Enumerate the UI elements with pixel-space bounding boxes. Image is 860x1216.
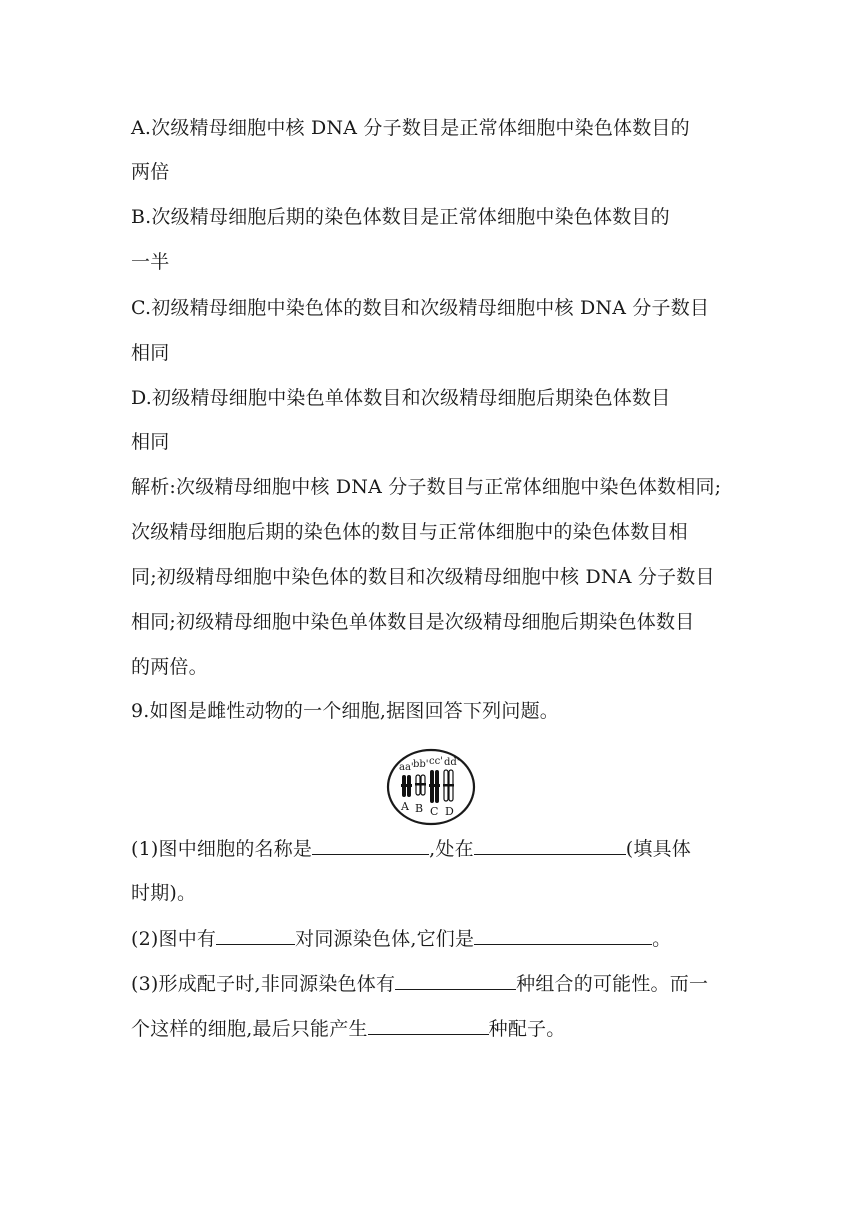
label-d: D <box>445 805 454 818</box>
answer-blank-pair-count[interactable] <box>216 924 295 945</box>
analysis-line-5: 的两倍。 <box>131 656 208 678</box>
cell-diagram <box>386 746 476 826</box>
question-9-stem: 9.如图是雌性动物的一个细胞,据图回答下列问题。 <box>131 700 559 722</box>
question-9-1-line-2: 时期)。 <box>131 882 197 904</box>
option-d-line-1: D.初级精母细胞中染色单体数目和次级精母细胞后期染色体数目 <box>131 387 671 409</box>
question-9-2: (2)图中有 对同源染色体,它们是 。 <box>131 924 671 953</box>
answer-blank-phase[interactable] <box>474 834 626 855</box>
question-9-1: (1)图中细胞的名称是 ,处在 (填具体 <box>131 834 691 863</box>
label-c: C <box>430 805 439 818</box>
option-a-line-1: A.次级精母细胞中核 DNA 分子数目是正常体细胞中染色体数目的 <box>131 117 690 139</box>
option-c-line-2: 相同 <box>131 342 170 364</box>
label-b: B <box>415 802 424 815</box>
chromosome-pair-a <box>401 775 412 797</box>
analysis-line-3: 同;初级精母细胞中染色体的数目和次级精母细胞中核 DNA 分子数目 <box>131 566 715 588</box>
analysis-line-1: 解析:次级精母细胞中核 DNA 分子数目与正常体细胞中染色体数相同; <box>131 476 722 498</box>
label-aa: aa' <box>399 762 414 773</box>
label-cc: cc' <box>429 756 443 767</box>
option-b-line-2: 一半 <box>131 251 170 273</box>
analysis-line-2: 次级精母细胞后期的染色体的数目与正常体细胞中的染色体数目相 <box>131 521 688 543</box>
answer-blank-cell-name[interactable] <box>312 834 429 855</box>
label-a: A <box>401 800 409 813</box>
chromosome-pair-d <box>443 770 454 801</box>
option-b-line-1: B.次级精母细胞后期的染色体数目是正常体细胞中染色体数目的 <box>131 206 670 228</box>
option-d-line-2: 相同 <box>131 431 170 453</box>
answer-blank-pairs[interactable] <box>474 924 652 945</box>
question-9-3-line-2: 个这样的细胞,最后只能产生 种配子。 <box>131 1014 565 1043</box>
option-c-line-1: C.初级精母细胞中染色体的数目和次级精母细胞中核 DNA 分子数目 <box>131 297 710 319</box>
chromosome-pair-b <box>415 775 426 795</box>
answer-blank-combinations[interactable] <box>395 969 516 990</box>
answer-blank-gamete-types[interactable] <box>368 1014 489 1035</box>
label-dd: dd' <box>444 757 460 768</box>
label-bb: bb' <box>413 759 429 770</box>
chromosome-pair-c <box>429 770 440 803</box>
analysis-line-4: 相同;初级精母细胞中染色单体数目是次级精母细胞后期染色体数目 <box>131 611 695 633</box>
question-9-3: (3)形成配子时,非同源染色体有 种组合的可能性。而一 <box>131 969 708 998</box>
option-a-line-2: 两倍 <box>131 161 170 183</box>
